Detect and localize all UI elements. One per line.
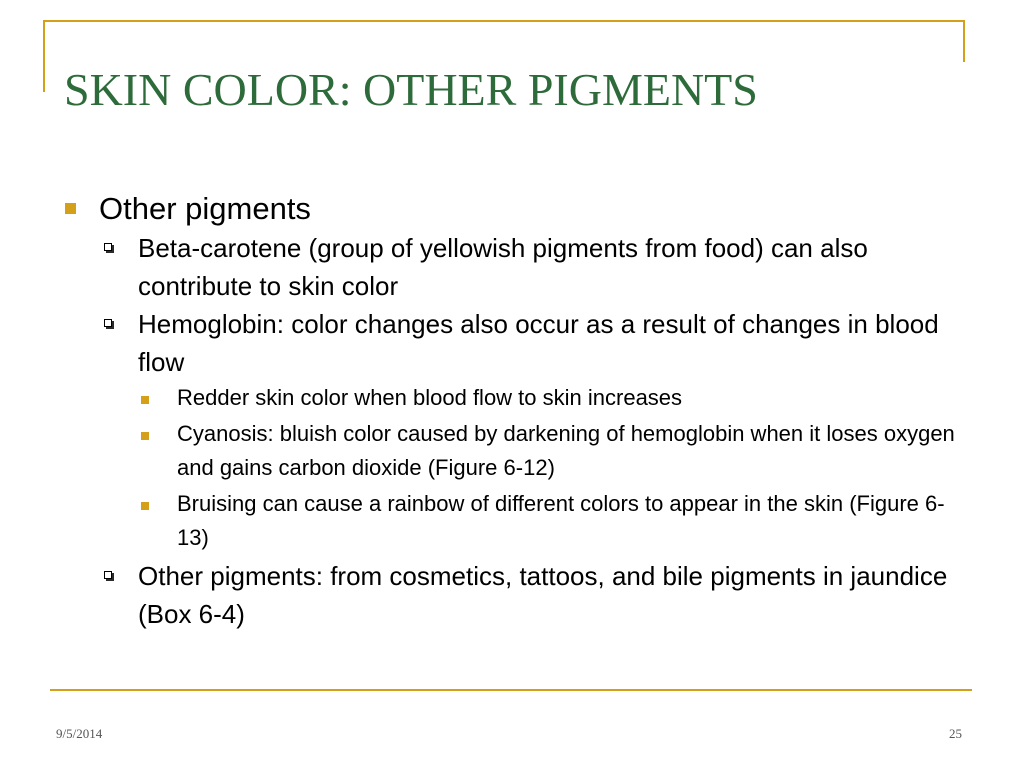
list-item xyxy=(60,557,965,633)
list-item-text: Redder skin color when blood flow to skin increases xyxy=(177,385,683,411)
list-item xyxy=(60,487,965,555)
list-item xyxy=(60,381,965,415)
slide-title: SKIN COLOR: OTHER PIGMENTS xyxy=(64,64,758,115)
square-bullet-icon xyxy=(141,432,149,440)
square-bullet-icon xyxy=(65,203,76,214)
list-item xyxy=(60,190,965,227)
square-bullet-icon xyxy=(141,396,149,404)
footer-date: 9/5/2014 xyxy=(56,726,103,741)
hollow-square-bullet-icon xyxy=(104,571,112,579)
list-item-text: Other pigments: from cosmetics, tattoos, and bile pigments in jaundice (Box 6-4) xyxy=(138,561,948,630)
list-item-text: Beta-carotene (group of yellowish pigments from food) can also contribute to skin color xyxy=(138,233,868,302)
list-item xyxy=(60,229,965,305)
frame-top-line xyxy=(43,20,965,22)
list-item-text: Bruising can cause a rainbow of different colors to appear in the skin (Figure 6-13) xyxy=(177,491,945,551)
square-bullet-icon xyxy=(141,502,149,510)
list-item xyxy=(60,305,965,381)
frame-right-line xyxy=(963,20,965,62)
hollow-square-bullet-icon xyxy=(104,319,112,327)
hollow-square-bullet-icon xyxy=(104,243,112,251)
bullet-list xyxy=(60,190,965,633)
list-item-text: Cyanosis: bluish color caused by darkening of hemoglobin when it loses oxygen and gains carbon dioxide (Figure 6-12) xyxy=(177,421,955,481)
list-item xyxy=(60,417,965,485)
footer-divider xyxy=(50,689,972,691)
page-number: 25 xyxy=(949,726,962,741)
list-item-text: Other pigments xyxy=(99,191,311,226)
list-item-text: Hemoglobin: color changes also occur as a result of changes in blood flow xyxy=(138,309,939,378)
frame-left-line xyxy=(43,20,45,92)
